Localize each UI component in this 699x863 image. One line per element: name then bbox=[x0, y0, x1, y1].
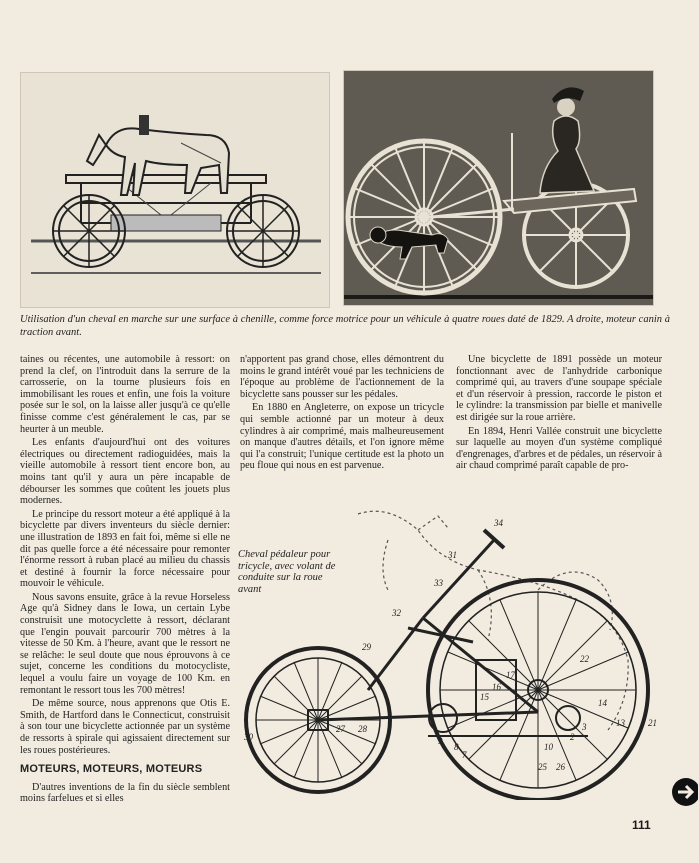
horse-pedaler-tricycle-diagram bbox=[238, 500, 678, 800]
diagram-label: 32 bbox=[392, 608, 401, 618]
page-number: 111 bbox=[632, 818, 651, 832]
diagram-label: 28 bbox=[358, 724, 367, 734]
paragraph: n'apportent pas grand chose, elles démontrent du moins le grand intérêt voué par les techniciens de l'époque au problème de l'actionnement de la bicyclette sans pousser sur les pédales. bbox=[240, 354, 444, 400]
diagram-label: 16 bbox=[492, 682, 501, 692]
diagram-label: 29 bbox=[362, 642, 371, 652]
diagram-label: 34 bbox=[494, 518, 503, 528]
dog-powered-vehicle-illustration bbox=[343, 70, 654, 306]
diagram-label: 27 bbox=[336, 724, 345, 734]
diagram-label: 33 bbox=[434, 578, 443, 588]
diagram-label: 9 bbox=[438, 736, 443, 746]
diagram-label: 25 bbox=[538, 762, 547, 772]
diagram-label: 21 bbox=[648, 718, 657, 728]
diagram-label: 15 bbox=[480, 692, 489, 702]
paragraph: Nous savons ensuite, grâce à la revue Horseless Age qu'à Sidney dans le Iowa, un certain Lybe construisit une motocyclette à ressort, déclarant que l'engin pouvait parcourir 700 mètres à la vitesse de 50 Km. à l'heure, avant que le ressort ne se relâche: le seul doute que nous éprouvons à ce sujet, concerne les conditions du motocycliste, lequel a voulu faire un voyage de 100 Km. en remontant le ressort tous les 700 mètres! bbox=[20, 591, 230, 696]
diagram-label: 14 bbox=[598, 698, 607, 708]
text-column-2 bbox=[240, 354, 444, 474]
diagram-label: 30 bbox=[244, 732, 253, 742]
bike-diagram-caption: Cheval pédaleur pour tricycle, avec volant de conduite sur la roue avant bbox=[238, 549, 336, 595]
diagram-label: 22 bbox=[580, 654, 589, 664]
diagram-label: 7 bbox=[462, 750, 467, 760]
diagram-label: 31 bbox=[448, 550, 457, 560]
diagram-label: 26 bbox=[556, 762, 565, 772]
top-figures-caption: Utilisation d'un cheval en marche sur une surface à chenille, comme force motrice pour un véhicule à quatre roues daté de 1829. A droite, moteur canin à traction avant. bbox=[20, 314, 670, 338]
continuation-arrow-icon bbox=[668, 772, 698, 812]
text-column-3 bbox=[456, 354, 662, 474]
paragraph: De même source, nous apprenons que Otis E. Smith, de Hartford dans le Connecticut, construisit à son tour une bicyclette actionnée par un système de ressorts à spirale qui agissaient directement sur les roues postérieures. bbox=[20, 698, 230, 756]
text-column-1 bbox=[20, 354, 230, 807]
paragraph: Une bicyclette de 1891 possède un moteur fonctionnant avec de l'anhydride carbonique comprimé qui, au travers d'une soupape spéciale et d'un réservoir à pression, raccorde le piston et le cylindre: la transmission par bielle et manivelle est dirigée sur la roue arrière. bbox=[456, 354, 662, 423]
section-subheading: MOTEURS, MOTEURS, MOTEURS bbox=[20, 763, 203, 776]
diagram-label: 10 bbox=[544, 742, 553, 752]
diagram-label: 13 bbox=[616, 718, 625, 728]
diagram-label: 2 bbox=[570, 732, 575, 742]
paragraph: Le principe du ressort moteur a été appliqué à la bicyclette par divers inventeurs du siècle dernier: une illustration de 1893 en fait foi, même si elle ne dit pas quelle force a été nécessaire pour remonter l'énorme ressort à ruban placé au milieu du chassis et destiné à fournir la force nécessaire pour mouvoir le véhicule. bbox=[20, 508, 230, 590]
paragraph: Les enfants d'aujourd'hui ont des voitures électriques ou directement radioguidées, mais la vieille automobile à ressort tient encore bon, au moins tant qu'il y aura un père incapable de débourser les sommes que coûtent les jouets plus modernes. bbox=[20, 437, 230, 507]
paragraph: En 1894, Henri Vallée construit une bicyclette sur laquelle au moyen d'un système compliqué d'engrenages, d'arbres et de pédales, un réservoir à air chaud comprimé paraît capable de pro- bbox=[456, 425, 662, 472]
diagram-label: 17 bbox=[506, 670, 515, 680]
diagram-label: 3 bbox=[582, 722, 587, 732]
horse-treadmill-illustration bbox=[20, 72, 330, 308]
paragraph: taines ou récentes, une automobile à ressort: on prend la clef, on l'introduit dans la serrure de la carrosserie, on la tourne plusieurs fois en immobilisant les roues et enfin, une fois la voiture posée sur le sol, on la laisse aller jusqu'à ce qu'elle finisse comme c'est généralement le cas, par se heurter à un meuble. bbox=[20, 354, 230, 435]
paragraph: D'autres inventions de la fin du siècle semblent moins farfelues et si elles bbox=[20, 781, 230, 805]
paragraph: En 1880 en Angleterre, on expose un tricycle qui semble actionné par un moteur à deux cylindres à air comprimé, mais malheureusement on manque d'autres détails, et l'on ignore même qui l'a construit; l'unique certitude est la photo un peu floue qui nous en est parvenue. bbox=[240, 402, 444, 472]
diagram-label: 8 bbox=[454, 742, 459, 752]
